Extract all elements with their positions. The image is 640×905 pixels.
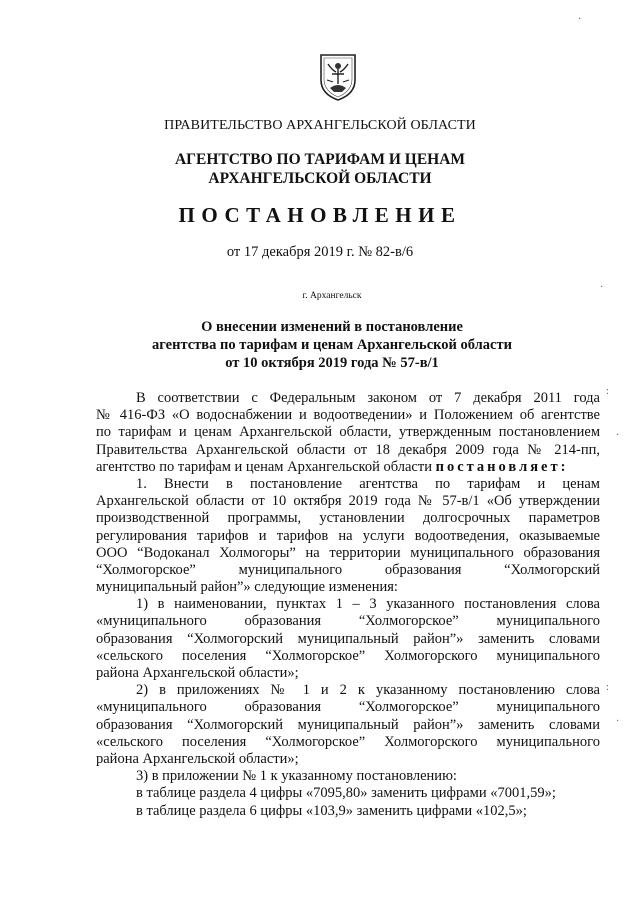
scan-mark: · [616, 430, 620, 441]
body-line: регулирования тарифов и тарифов на услуги водоотведения, оказываемые [96, 527, 600, 544]
body-line: 3) в приложении № 1 к указанному постановлению: [136, 768, 457, 785]
agency-title-line1: АГЕНТСТВО ПО ТАРИФАМ И ЦЕНАМ [174, 151, 466, 168]
body-line: № 416-ФЗ «О водоснабжении и водоотведении» и Положением об агентстве [96, 407, 600, 424]
body-line: по тарифам и ценам Архангельской области, утвержденным постановлением [96, 424, 600, 441]
body-line [96, 459, 600, 476]
subject-line3: от 10 октября 2019 года № 57-в/1 [225, 355, 439, 371]
document-subject [12, 318, 640, 372]
scan-mark: · [578, 14, 582, 25]
body-text: агентство по тарифам и ценам Архангельской области [96, 458, 436, 475]
body-line: «муниципального образования “Холмогорское” муниципального [96, 613, 600, 630]
document-date-number: от 17 декабря 2019 г. № 82-в/6 [226, 244, 414, 260]
scan-mark: · [600, 282, 604, 293]
body-line: 1) в наименовании, пунктах 1 – 3 указанного постановления слова [136, 596, 600, 613]
body-line: района Архангельской области»; [96, 665, 299, 681]
scan-mark: · [616, 716, 620, 727]
agency-title [0, 150, 640, 188]
body-line: муниципальный район”» следующие изменения: [96, 579, 398, 596]
coat-of-arms-icon [318, 52, 358, 102]
body-line: в таблице раздела 4 цифры «7095,80» заменить цифрами «7001,59»; [136, 785, 556, 802]
body-line: 2) в приложениях № 1 и 2 к указанному постановлению слова [136, 682, 600, 699]
resolves-word: постановляет: [435, 458, 569, 475]
body-line: района Архангельской области»; [96, 750, 299, 767]
body-line: 1. Внести в постановление агентства по тарифам и ценам [136, 475, 600, 492]
body-line: образования “Холмогорский муниципальный район”» заменить словами [96, 716, 600, 733]
body-line: «муниципального образования “Холмогорское” муниципального [96, 699, 600, 716]
body-line: “Холмогорское” муниципального образования “Холмогорский [96, 561, 600, 578]
scan-mark: : [606, 386, 609, 397]
agency-title-line2: АРХАНГЕЛЬСКОЙ ОБЛАСТИ [208, 170, 432, 187]
body-line: В соответствии с Федеральным законом от 7 декабря 2011 года [136, 390, 600, 406]
body-line: ООО “Водоканал Холмогоры” на территории муниципального образования [96, 544, 600, 561]
document-city: г. Архангельск [302, 291, 362, 301]
body-line: в таблице раздела 6 цифры «103,9» заменить цифрами «102,5»; [136, 802, 527, 819]
government-title: ПРАВИТЕЛЬСТВО АРХАНГЕЛЬСКОЙ ОБЛАСТИ [164, 118, 476, 133]
body-line: «сельского поселения “Холмогорское” Холмогорского муниципального [96, 733, 600, 750]
body-line: «сельского поселения “Холмогорское” Холмогорского муниципального [96, 647, 600, 664]
scan-mark: : [606, 682, 609, 693]
subject-line2: агентства по тарифам и ценам Архангельской области [152, 337, 512, 353]
body-line: образования “Холмогорский муниципальный район”» заменить словами [96, 630, 600, 647]
document-type: ПОСТАНОВЛЕНИЕ [178, 203, 462, 227]
document-body [96, 390, 600, 820]
subject-line1: О внесении изменений в постановление [201, 319, 463, 335]
body-line: Архангельской области от 10 октября 2019 года № 57-в/1 «Об утверждении [96, 493, 600, 510]
body-line: производственной программы, установлении долгосрочных параметров [96, 510, 600, 527]
body-line: Правительства Архангельской области от 18 декабря 2009 года № 214-пп, [96, 441, 600, 458]
